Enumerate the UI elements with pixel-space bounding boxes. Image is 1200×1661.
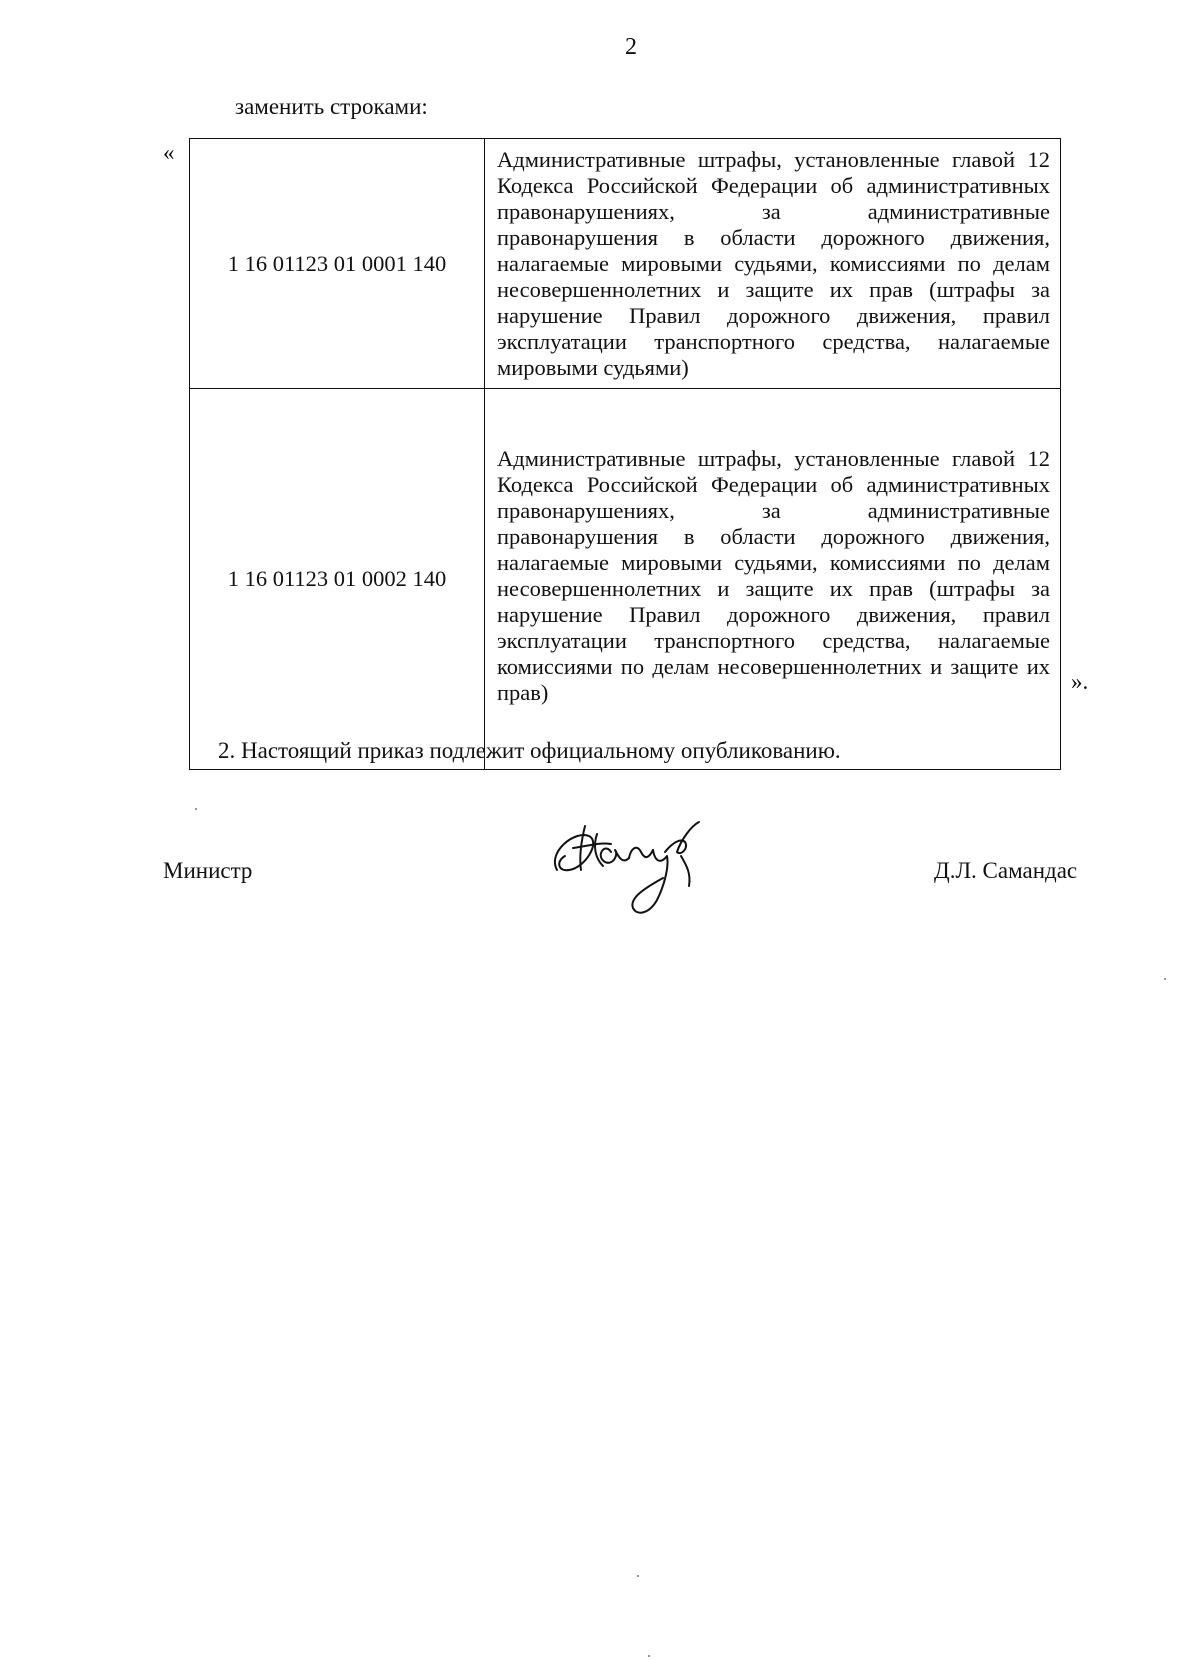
table-row <box>190 139 1061 389</box>
scan-speck <box>648 1655 650 1657</box>
scan-speck <box>1164 978 1166 980</box>
budget-codes-table <box>189 138 1061 770</box>
signatory-name: Д.Л. Самандас <box>934 858 1078 883</box>
handwritten-signature-icon <box>545 812 735 932</box>
quote-open: « <box>163 140 175 165</box>
intro-text: заменить строками: <box>235 94 428 119</box>
description-cell: Административные штрафы, установленные главой 12 Кодекса Российской Федерации об административных правонарушениях, за административные правонарушения в области дорожного движения, налагаемые мировыми судьями, комиссиями по делам несовершеннолетних и защите их прав (штрафы за нарушение Правил дорожного движения, правил эксплуатации транспортного средства, налагаемые комиссиями по делам несовершеннолетних и защите их прав) <box>485 389 1061 770</box>
page-number: 2 <box>625 34 637 60</box>
table-row <box>190 389 1061 770</box>
description-cell: Административные штрафы, установленные главой 12 Кодекса Российской Федерации об административных правонарушениях, за административные правонарушения в области дорожного движения, налагаемые мировыми судьями, комиссиями по делам несовершеннолетних и защите их прав (штрафы за нарушение Правил дорожного движения, правил эксплуатации транспортного средства, налагаемые мировыми судьями) <box>485 139 1061 389</box>
code-cell: 1 16 01123 01 0002 140 <box>190 389 485 770</box>
publication-clause: 2. Настоящий приказ подлежит официальному опубликованию. <box>218 738 841 763</box>
code-cell: 1 16 01123 01 0001 140 <box>190 139 485 389</box>
quote-close: ». <box>1071 669 1089 694</box>
signatory-title: Министр <box>163 858 253 883</box>
scan-speck <box>637 1575 639 1577</box>
scan-speck <box>195 808 197 810</box>
